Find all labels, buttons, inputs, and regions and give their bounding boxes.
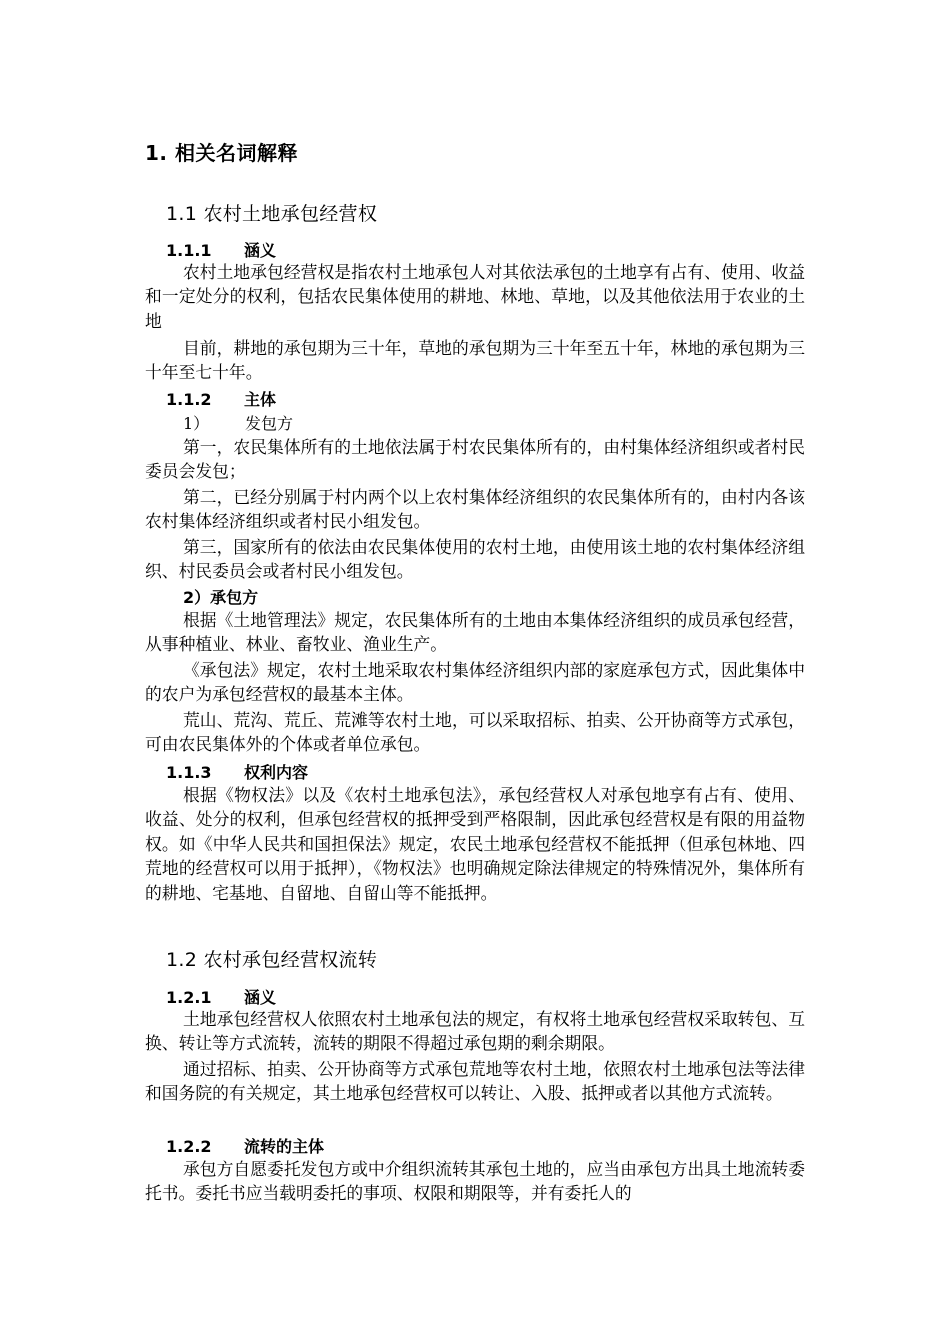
section-number: 1.2.1 bbox=[166, 988, 212, 1007]
section-number: 1.1.2 bbox=[166, 390, 212, 409]
paragraph: 根据《物权法》以及《农村土地承包法》，承包经营权人对承包地享有占有、使用、收益、处分的权利，但承包经营权的抵押受到严格限制，因此承包经营权是有限的用益物权。如《中华人民共和国担保法》规定，农民土地承包经营权不能抵押（但承包林地、四荒地的经营权可以用于抵押），《物权法》也明确规定除法律规定的特殊情况外，集体所有的耕地、宅基地、自留地、自留山等不能抵押。 bbox=[145, 785, 805, 903]
section-1-2-1-heading bbox=[166, 985, 276, 1008]
section-1-1-3-heading bbox=[166, 760, 308, 783]
section-title: 涵义 bbox=[244, 241, 277, 260]
section-number: 1.1.1 bbox=[166, 241, 212, 260]
paragraph: 《承包法》规定，农村土地采取农村集体经济组织内部的家庭承包方式，因此集体中的农户为承包经营权的最基本主体。 bbox=[145, 660, 805, 705]
section-1-1-2-heading bbox=[166, 387, 276, 410]
paragraph: 目前，耕地的承包期为三十年，草地的承包期为三十年至五十年，林地的承包期为三十年至七十年。 bbox=[145, 338, 805, 383]
list-item-2: 2）承包方 bbox=[183, 588, 259, 607]
list-item-1 bbox=[183, 411, 293, 434]
section-title: 权利内容 bbox=[244, 763, 309, 782]
section-1-2-2-heading bbox=[166, 1134, 324, 1157]
paragraph: 根据《土地管理法》规定，农民集体所有的土地由本集体经济组织的成员承包经营，从事种植业、林业、畜牧业、渔业生产。 bbox=[145, 610, 805, 655]
paragraph: 土地承包经营权人依照农村土地承包法的规定，有权将土地承包经营权采取转包、互换、转让等方式流转，流转的期限不得超过承包期的剩余期限。 bbox=[145, 1009, 805, 1054]
section-title: 涵义 bbox=[244, 988, 277, 1007]
section-1-1-title: 1.1 农村土地承包经营权 bbox=[166, 203, 378, 225]
paragraph: 通过招标、拍卖、公开协商等方式承包荒地等农村土地，依照农村土地承包法等法律和国务院的有关规定，其土地承包经营权可以转让、入股、抵押或者以其他方式流转。 bbox=[145, 1059, 805, 1104]
section-title: 流转的主体 bbox=[244, 1137, 325, 1156]
section-number: 1.2.2 bbox=[166, 1137, 212, 1156]
paragraph: 第一，农民集体所有的土地依法属于村农民集体所有的，由村集体经济组织或者村民委员会发包； bbox=[145, 437, 805, 482]
section-1-2-title: 1.2 农村承包经营权流转 bbox=[166, 949, 378, 971]
paragraph: 农村土地承包经营权是指农村土地承包人对其依法承包的土地享有占有、使用、收益和一定处分的权利，包括农民集体使用的耕地、林地、草地，以及其他依法用于农业的土地 bbox=[145, 262, 805, 331]
paragraph: 第三，国家所有的依法由农民集体使用的农村土地，由使用该土地的农村集体经济组织、村民委员会或者村民小组发包。 bbox=[145, 537, 805, 582]
section-title: 主体 bbox=[244, 390, 277, 409]
paragraph: 承包方自愿委托发包方或中介组织流转其承包土地的，应当由承包方出具土地流转委托书。委托书应当载明委托的事项、权限和期限等，并有委托人的 bbox=[145, 1159, 805, 1204]
item-number: 1） bbox=[183, 414, 210, 433]
item-label: 发包方 bbox=[245, 414, 294, 433]
heading-1: 1. 相关名词解释 bbox=[145, 141, 298, 165]
paragraph: 第二，已经分别属于村内两个以上农村集体经济组织的农民集体所有的，由村内各该农村集体经济组织或者村民小组发包。 bbox=[145, 487, 805, 532]
section-1-1-1-heading bbox=[166, 238, 276, 261]
section-number: 1.1.3 bbox=[166, 763, 212, 782]
paragraph: 荒山、荒沟、荒丘、荒滩等农村土地，可以采取招标、拍卖、公开协商等方式承包，可由农民集体外的个体或者单位承包。 bbox=[145, 710, 805, 755]
